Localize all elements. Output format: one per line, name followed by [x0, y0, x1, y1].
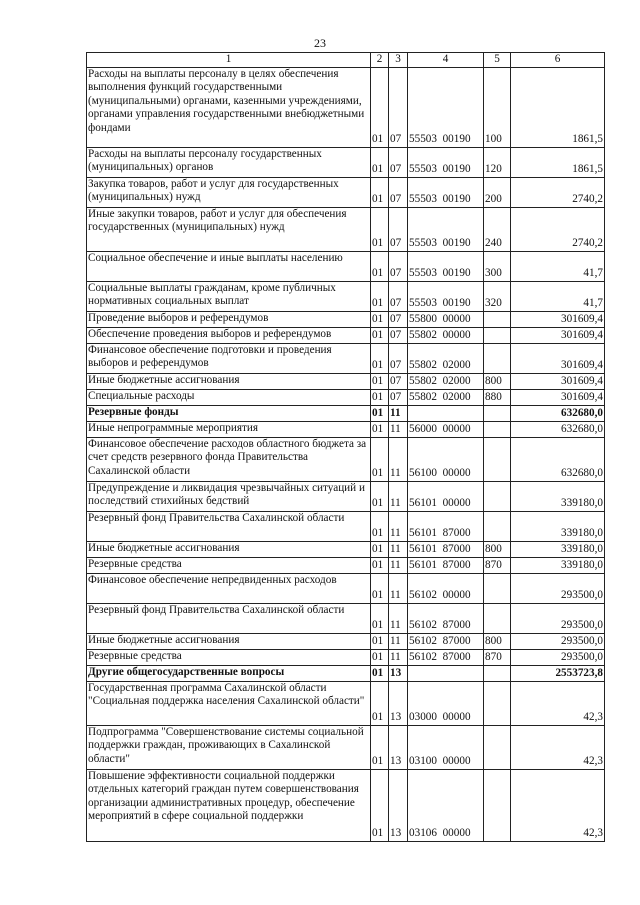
row-target-article-code: 55503 00190	[408, 177, 484, 207]
row-name: Социальные выплаты гражданам, кроме публичных нормативных социальных выплат	[87, 281, 371, 311]
row-section-code: 01	[371, 405, 389, 421]
row-subsection-code: 13	[389, 725, 408, 769]
table-row	[87, 405, 605, 421]
row-name: Финансовое обеспечение подготовки и проведения выборов и референдумов	[87, 343, 371, 373]
row-section-code: 01	[371, 207, 389, 251]
table-row	[87, 311, 605, 327]
table-row	[87, 511, 605, 541]
row-target-article-code: 55802 00000	[408, 327, 484, 343]
row-amount: 632680,0	[511, 405, 605, 421]
row-expense-type-code	[484, 481, 511, 511]
row-subsection-code: 07	[389, 343, 408, 373]
row-expense-type-code: 800	[484, 633, 511, 649]
row-subsection-code: 07	[389, 281, 408, 311]
row-amount: 293500,0	[511, 649, 605, 665]
row-expense-type-code	[484, 665, 511, 681]
row-amount: 42,3	[511, 725, 605, 769]
row-expense-type-code: 870	[484, 649, 511, 665]
header-cell-vr: 5	[484, 53, 511, 68]
row-name: Иные непрограммные мероприятия	[87, 421, 371, 437]
row-amount: 339180,0	[511, 481, 605, 511]
table-row	[87, 147, 605, 177]
row-expense-type-code: 300	[484, 251, 511, 281]
row-name: Резервные фонды	[87, 405, 371, 421]
row-subsection-code: 07	[389, 389, 408, 405]
table-row	[87, 343, 605, 373]
table-row	[87, 649, 605, 665]
header-cell-rz: 2	[371, 53, 389, 68]
row-section-code: 01	[371, 327, 389, 343]
row-name: Иные бюджетные ассигнования	[87, 373, 371, 389]
row-name: Социальное обеспечение и иные выплаты населению	[87, 251, 371, 281]
row-amount: 301609,4	[511, 311, 605, 327]
row-target-article-code: 56102 87000	[408, 649, 484, 665]
row-name: Резервный фонд Правительства Сахалинской области	[87, 603, 371, 633]
row-expense-type-code: 100	[484, 67, 511, 147]
row-target-article-code: 55802 02000	[408, 343, 484, 373]
row-amount: 2740,2	[511, 207, 605, 251]
row-section-code: 01	[371, 541, 389, 557]
row-target-article-code: 55503 00190	[408, 67, 484, 147]
row-name: Финансовое обеспечение непредвиденных расходов	[87, 573, 371, 603]
header-cell-csr: 4	[408, 53, 484, 68]
row-amount: 2553723,8	[511, 665, 605, 681]
row-subsection-code: 13	[389, 681, 408, 725]
row-name: Государственная программа Сахалинской области "Социальная поддержка населения Сахалинской области"	[87, 681, 371, 725]
row-target-article-code: 56100 00000	[408, 437, 484, 481]
table-row	[87, 573, 605, 603]
table-row	[87, 207, 605, 251]
row-expense-type-code: 880	[484, 389, 511, 405]
row-target-article-code	[408, 405, 484, 421]
row-section-code: 01	[371, 389, 389, 405]
table-row	[87, 421, 605, 437]
row-section-code: 01	[371, 557, 389, 573]
row-expense-type-code: 800	[484, 541, 511, 557]
row-target-article-code: 56102 00000	[408, 573, 484, 603]
row-expense-type-code	[484, 311, 511, 327]
row-target-article-code: 56101 87000	[408, 541, 484, 557]
table-row	[87, 681, 605, 725]
table-row	[87, 557, 605, 573]
row-expense-type-code	[484, 725, 511, 769]
table-row	[87, 389, 605, 405]
row-subsection-code: 07	[389, 67, 408, 147]
table-row	[87, 251, 605, 281]
row-name: Расходы на выплаты персоналу в целях обеспечения выполнения функций государственными (муниципальными) органами, казенными учреждениями, органами управления государственными внебюджетными фондами	[87, 67, 371, 147]
row-amount: 41,7	[511, 281, 605, 311]
row-expense-type-code	[484, 327, 511, 343]
row-section-code: 01	[371, 437, 389, 481]
row-section-code: 01	[371, 373, 389, 389]
table-row	[87, 177, 605, 207]
table-row	[87, 437, 605, 481]
row-expense-type-code	[484, 405, 511, 421]
row-amount: 2740,2	[511, 177, 605, 207]
row-section-code: 01	[371, 603, 389, 633]
row-name: Резервный фонд Правительства Сахалинской области	[87, 511, 371, 541]
row-section-code: 01	[371, 573, 389, 603]
row-amount: 301609,4	[511, 373, 605, 389]
row-section-code: 01	[371, 421, 389, 437]
table-row	[87, 633, 605, 649]
row-expense-type-code	[484, 437, 511, 481]
page-number: 23	[314, 36, 326, 50]
row-name: Специальные расходы	[87, 389, 371, 405]
row-amount: 1861,5	[511, 147, 605, 177]
row-amount: 293500,0	[511, 603, 605, 633]
row-subsection-code: 11	[389, 557, 408, 573]
row-target-article-code: 55802 02000	[408, 373, 484, 389]
row-subsection-code: 07	[389, 147, 408, 177]
table-row	[87, 603, 605, 633]
row-target-article-code: 55503 00190	[408, 207, 484, 251]
row-name: Резервные средства	[87, 649, 371, 665]
row-target-article-code: 55503 00190	[408, 251, 484, 281]
row-target-article-code: 56101 87000	[408, 557, 484, 573]
row-expense-type-code	[484, 421, 511, 437]
row-subsection-code: 13	[389, 665, 408, 681]
row-expense-type-code	[484, 603, 511, 633]
row-section-code: 01	[371, 665, 389, 681]
row-amount: 339180,0	[511, 557, 605, 573]
row-amount: 301609,4	[511, 343, 605, 373]
table-row	[87, 481, 605, 511]
row-target-article-code: 55800 00000	[408, 311, 484, 327]
row-section-code: 01	[371, 725, 389, 769]
table-row	[87, 665, 605, 681]
row-section-code: 01	[371, 177, 389, 207]
row-subsection-code: 07	[389, 207, 408, 251]
row-name: Обеспечение проведения выборов и референдумов	[87, 327, 371, 343]
row-name: Резервные средства	[87, 557, 371, 573]
row-name: Иные бюджетные ассигнования	[87, 633, 371, 649]
row-section-code: 01	[371, 67, 389, 147]
row-target-article-code: 56102 87000	[408, 633, 484, 649]
row-subsection-code: 11	[389, 421, 408, 437]
header-cell-amount: 6	[511, 53, 605, 68]
row-subsection-code: 11	[389, 649, 408, 665]
row-target-article-code	[408, 665, 484, 681]
row-expense-type-code: 320	[484, 281, 511, 311]
row-target-article-code: 55503 00190	[408, 147, 484, 177]
row-expense-type-code: 800	[484, 373, 511, 389]
row-section-code: 01	[371, 281, 389, 311]
table-row	[87, 373, 605, 389]
row-target-article-code: 56000 00000	[408, 421, 484, 437]
row-amount: 42,3	[511, 681, 605, 725]
row-amount: 339180,0	[511, 541, 605, 557]
row-expense-type-code	[484, 769, 511, 841]
row-subsection-code: 07	[389, 311, 408, 327]
row-expense-type-code: 870	[484, 557, 511, 573]
row-subsection-code: 11	[389, 511, 408, 541]
row-subsection-code: 11	[389, 541, 408, 557]
row-name: Расходы на выплаты персоналу государственных (муниципальных) органов	[87, 147, 371, 177]
row-expense-type-code	[484, 681, 511, 725]
row-amount: 632680,0	[511, 421, 605, 437]
row-expense-type-code: 120	[484, 147, 511, 177]
row-subsection-code: 11	[389, 633, 408, 649]
row-expense-type-code: 200	[484, 177, 511, 207]
table-row	[87, 769, 605, 841]
row-name: Иные закупки товаров, работ и услуг для обеспечения государственных (муниципальных) нужд	[87, 207, 371, 251]
row-subsection-code: 07	[389, 251, 408, 281]
row-amount: 301609,4	[511, 327, 605, 343]
row-section-code: 01	[371, 343, 389, 373]
row-name: Закупка товаров, работ и услуг для государственных (муниципальных) нужд	[87, 177, 371, 207]
row-target-article-code: 03000 00000	[408, 681, 484, 725]
row-name: Финансовое обеспечение расходов областного бюджета за счет средств резервного фонда Правительства Сахалинской области	[87, 437, 371, 481]
row-section-code: 01	[371, 311, 389, 327]
row-name: Подпрограмма "Совершенствование системы социальной поддержки граждан, проживающих в Сахалинской области"	[87, 725, 371, 769]
row-expense-type-code	[484, 511, 511, 541]
row-target-article-code: 55503 00190	[408, 281, 484, 311]
row-target-article-code: 03100 00000	[408, 725, 484, 769]
row-subsection-code: 11	[389, 603, 408, 633]
row-section-code: 01	[371, 681, 389, 725]
row-name: Иные бюджетные ассигнования	[87, 541, 371, 557]
row-name: Другие общегосударственные вопросы	[87, 665, 371, 681]
row-target-article-code: 55802 02000	[408, 389, 484, 405]
row-subsection-code: 07	[389, 177, 408, 207]
row-section-code: 01	[371, 251, 389, 281]
row-name: Предупреждение и ликвидация чрезвычайных ситуаций и последствий стихийных бедствий	[87, 481, 371, 511]
row-target-article-code: 56101 00000	[408, 481, 484, 511]
row-section-code: 01	[371, 769, 389, 841]
row-amount: 293500,0	[511, 633, 605, 649]
table-row	[87, 281, 605, 311]
header-cell-pr: 3	[389, 53, 408, 68]
table-row	[87, 725, 605, 769]
row-target-article-code: 56102 87000	[408, 603, 484, 633]
row-section-code: 01	[371, 481, 389, 511]
row-name: Повышение эффективности социальной поддержки отдельных категорий граждан путем совершенствования организации административных процедур, обеспечение мероприятий в сфере социальной поддержки	[87, 769, 371, 841]
row-subsection-code: 11	[389, 405, 408, 421]
table-row	[87, 67, 605, 147]
header-cell-name: 1	[87, 53, 371, 68]
row-target-article-code: 56101 87000	[408, 511, 484, 541]
row-expense-type-code	[484, 343, 511, 373]
row-expense-type-code: 240	[484, 207, 511, 251]
row-target-article-code: 03106 00000	[408, 769, 484, 841]
row-section-code: 01	[371, 649, 389, 665]
row-amount: 301609,4	[511, 389, 605, 405]
row-subsection-code: 11	[389, 573, 408, 603]
header-row	[87, 53, 605, 68]
row-subsection-code: 07	[389, 373, 408, 389]
row-amount: 41,7	[511, 251, 605, 281]
row-subsection-code: 07	[389, 327, 408, 343]
row-subsection-code: 11	[389, 481, 408, 511]
row-amount: 293500,0	[511, 573, 605, 603]
row-subsection-code: 11	[389, 437, 408, 481]
row-section-code: 01	[371, 147, 389, 177]
table-row	[87, 327, 605, 343]
row-amount: 42,3	[511, 769, 605, 841]
row-expense-type-code	[484, 573, 511, 603]
row-section-code: 01	[371, 511, 389, 541]
row-amount: 1861,5	[511, 67, 605, 147]
budget-table	[86, 52, 605, 842]
row-subsection-code: 13	[389, 769, 408, 841]
row-name: Проведение выборов и референдумов	[87, 311, 371, 327]
row-amount: 339180,0	[511, 511, 605, 541]
table-row	[87, 541, 605, 557]
row-amount: 632680,0	[511, 437, 605, 481]
row-section-code: 01	[371, 633, 389, 649]
